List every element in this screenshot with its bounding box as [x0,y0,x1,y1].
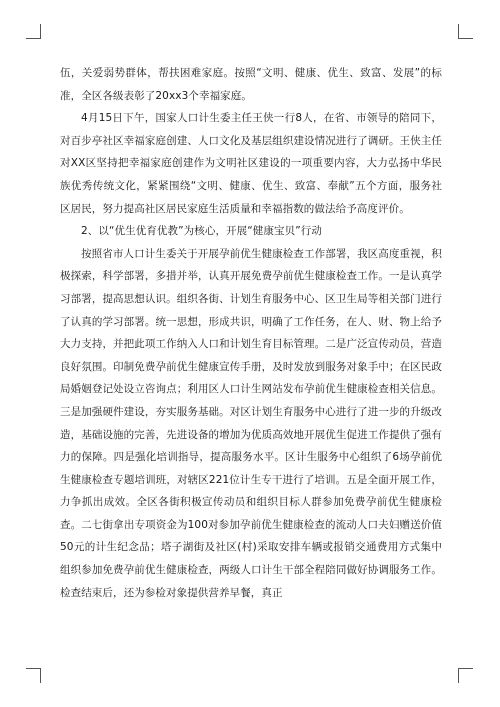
crop-mark-bottom-left [26,668,41,683]
paragraph-prenatal-checks: 按照省市人口计生委关于开展孕前优生健康检查工作部署，我区高度重视，积极探索，科学部署，多措并举，认真开展免费孕前优生健康检查工作。一是认真学习部署，提高思想认识。组织各街、计划生育服务中心、区卫生局等相关部门进行了认真的学习部署。统一思想，形成共识，明确了工作任务，在人、财、物上给予大力支持，并把此项工作纳入人口和计划生育目标管理。二是广泛宣传动员，营造良好氛围。印制免费孕前优生健康宣传手册，及时发放到服务对象手中；在区民政局婚姻登记处设立咨询点；利用区人口计生网站发布孕前优生健康检查相关信息。三是加强硬件建设，夯实服务基础。对区计划生育服务中心进行了进一步的升级改造，基础设施的完善，先进设备的增加为优质高效地开展优生促进工作提供了强有力的保障。四是强化培训指导，提高服务水平。区计生服务中心组织了6场孕前优生健康检查专题培训班，对辖区221位计生专干进行了培训。五是全面开展工作，力争抓出成效。全区各街积极宣传动员和组织目标人群参加免费孕前优生健康检查。二七街拿出专项资金为100对参加孕前优生健康检查的流动人口夫妇赠送价值50元的计生纪念品；塔子湖街及社区(村)采取安排车辆或报销交通费用方式集中组织参加免费孕前优生健康检查，两级人口计生干部全程陪同做好协调服务工作。检查结束后，还为参检对象提供营养早餐，真正 [60,247,442,599]
paragraph-research-visit: 4月15日下午，国家人口计生委主任王侠一行8人，在省、市领导的陪同下，对百步亭社区幸福家庭创建、人口文化及基层组织建设情况进行了调研。王侠主任对XX区坚持把幸福家庭创建作为文明社区建设的一项重要内容，大力弘扬中华民族优秀传统文化，紧紧围绕“文明、健康、优生、致富、奉献”五个方面，服务社区居民，努力提高社区居民家庭生活质量和幸福指数的做法给予高度评价。 [60,112,442,215]
paragraph-family-awards: 伍，关爱弱势群体，帮扶困难家庭。按照“文明、健康、优生、致富、发展”的标准，全区各级表彰了20xx3个幸福家庭。 [60,67,442,102]
section-heading-healthy-baby: 2、以“优生优育优教”为核心，开展“健康宝贝”行动 [81,225,322,238]
crop-mark-bottom-right [458,668,473,683]
crop-mark-top-left [26,24,41,39]
document-body [60,62,442,604]
crop-mark-top-right [458,24,473,39]
